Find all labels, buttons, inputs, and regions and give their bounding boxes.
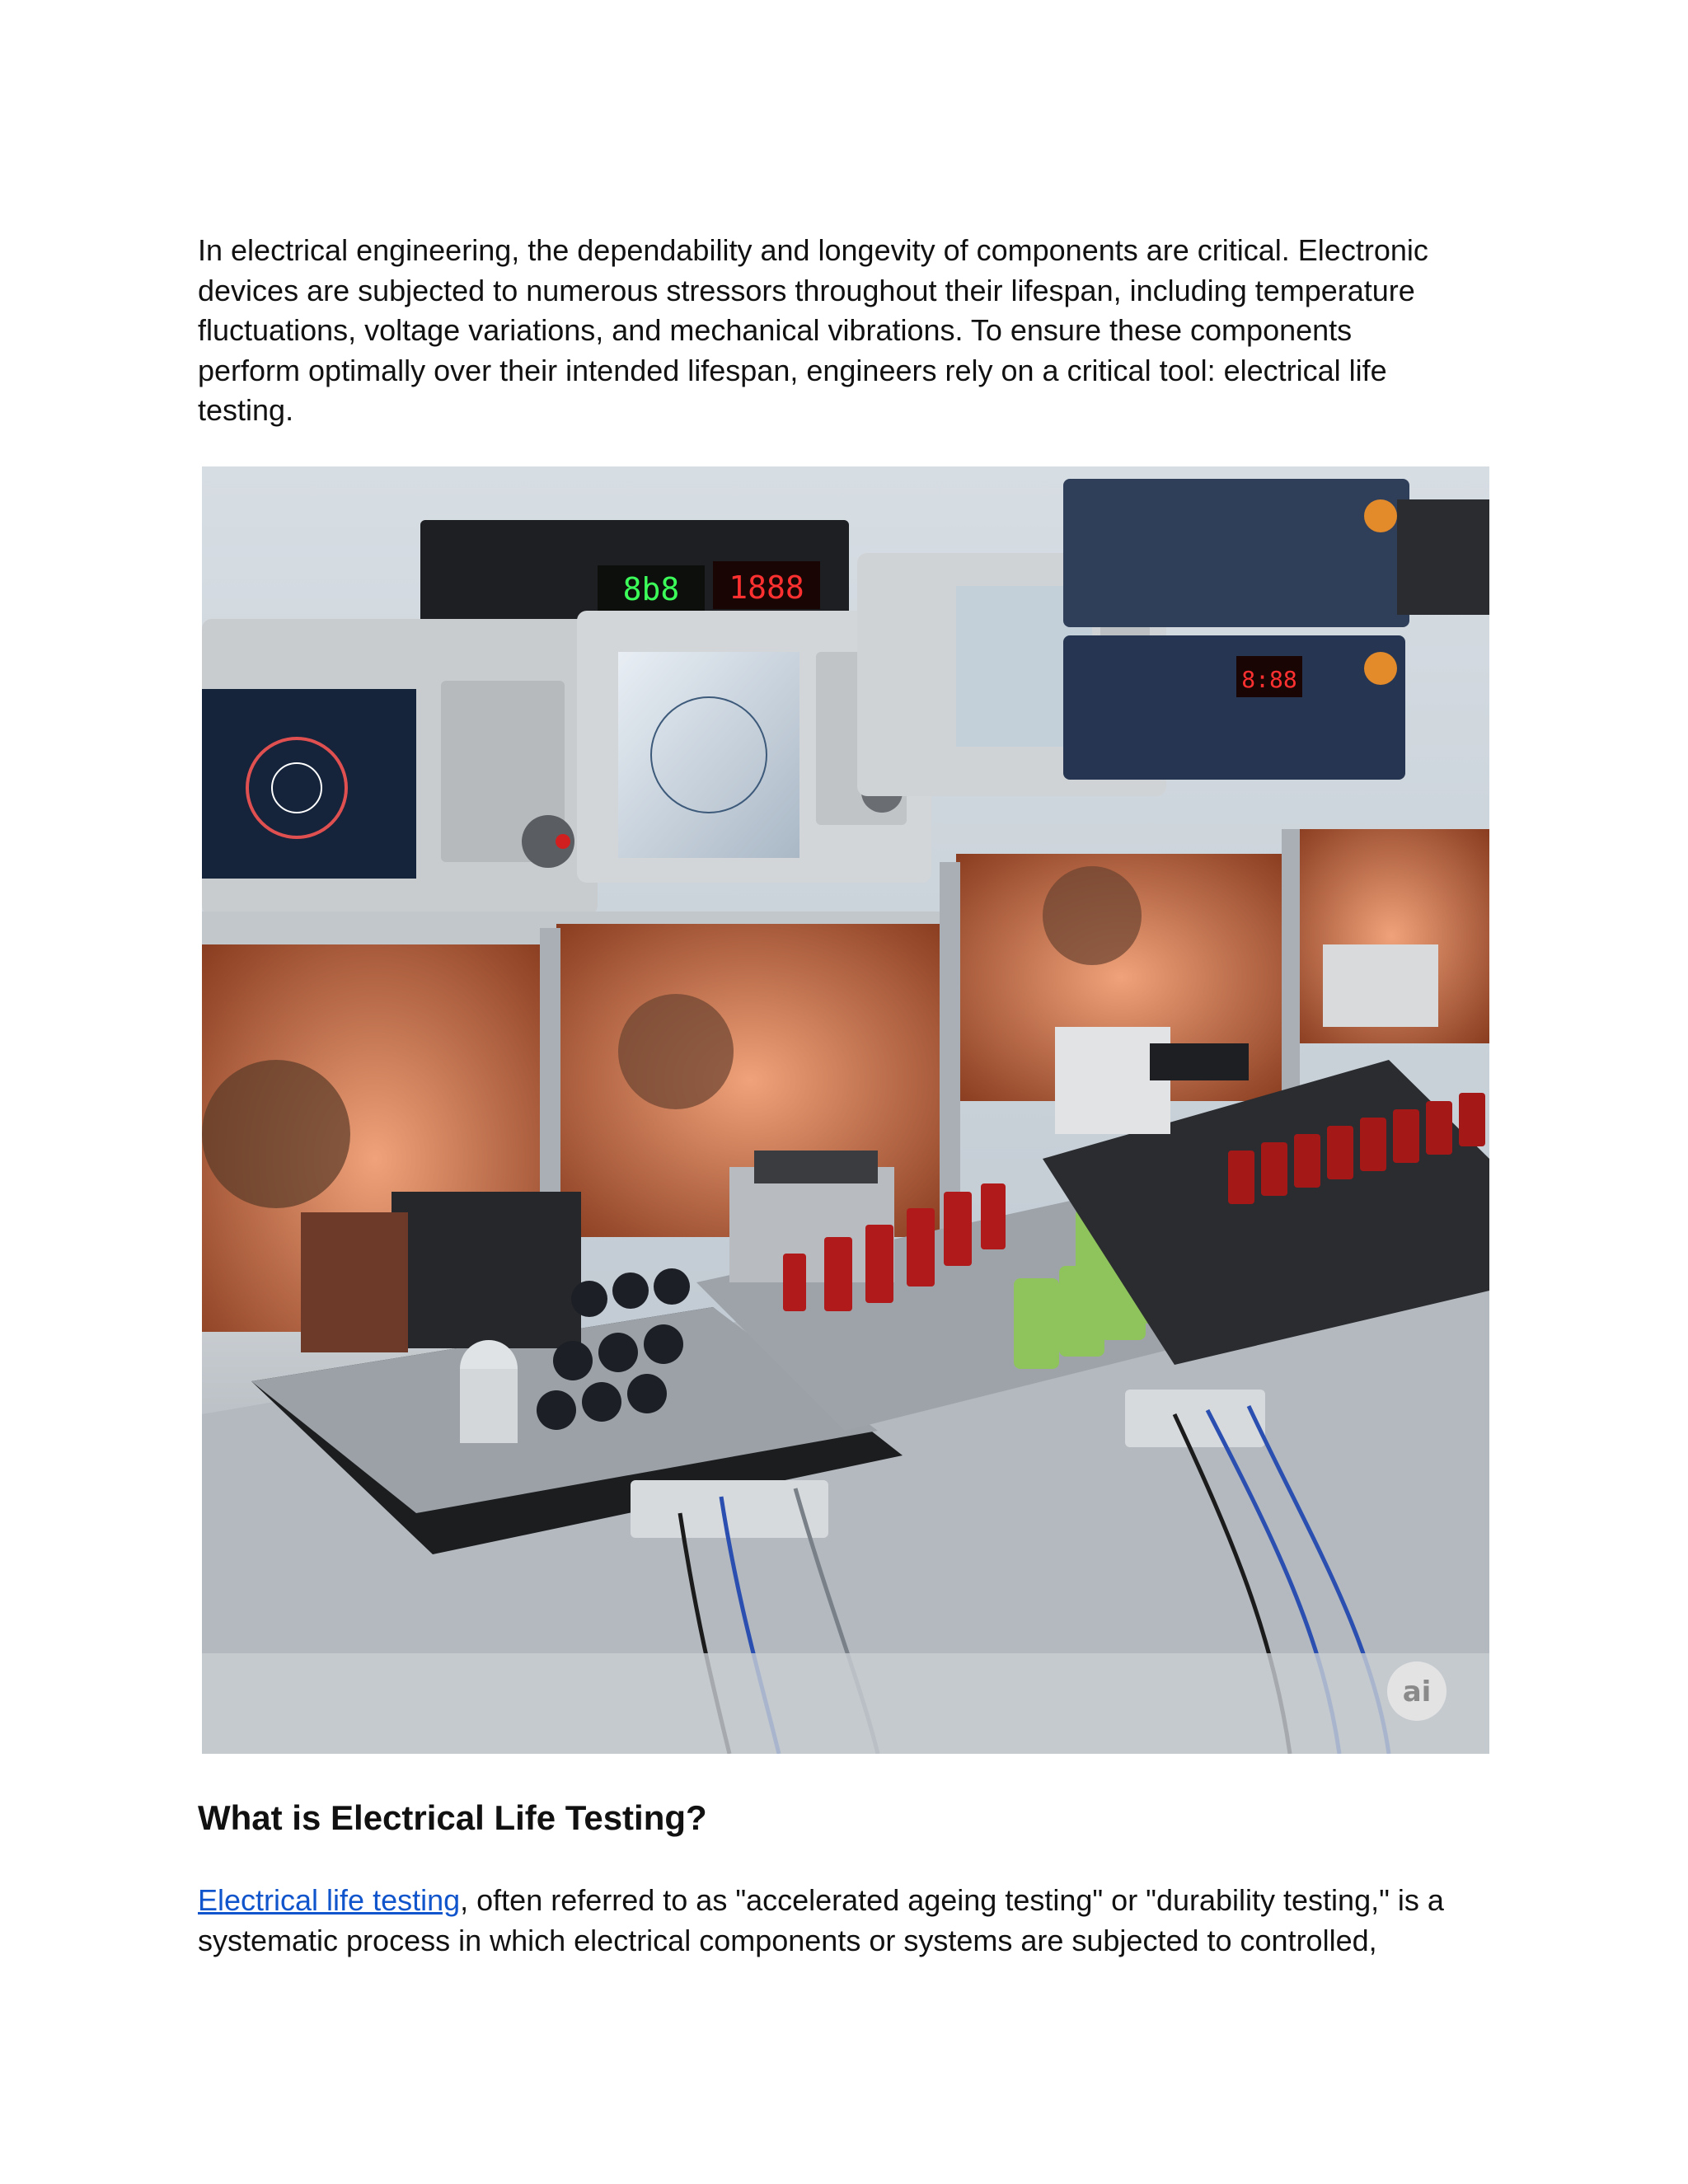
electrical-life-testing-link[interactable]: Electrical life testing bbox=[198, 1883, 461, 1917]
watermark-text: ai bbox=[1402, 1675, 1432, 1708]
section-line-1-text: , often referred to as "accelerated ageing testing" or "durability testing," is a bbox=[460, 1883, 1444, 1917]
section-line-1 bbox=[198, 1881, 1496, 1921]
intro-line-3: fluctuations, voltage variations, and mechanical vibrations. To ensure these components bbox=[198, 313, 1353, 347]
section-line-2: systematic process in which electrical components or systems are subjected to controlled, bbox=[198, 1923, 1377, 1957]
section-paragraph bbox=[198, 1881, 1496, 1961]
readout-left: 8b8 bbox=[622, 571, 680, 607]
intro-paragraph bbox=[198, 231, 1496, 431]
intro-line-5: testing. bbox=[198, 393, 294, 427]
intro-line-1: In electrical engineering, the dependability and longevity of components are critical. Electronic bbox=[198, 233, 1428, 267]
intro-line-2: devices are subjected to numerous stressors throughout their lifespan, including temperature bbox=[198, 273, 1415, 307]
readout-small: 8:88 bbox=[1241, 666, 1297, 693]
intro-line-4: perform optimally over their intended lifespan, engineers rely on a critical tool: electrical life bbox=[198, 353, 1387, 387]
section-heading: What is Electrical Life Testing? bbox=[198, 1798, 707, 1837]
ai-watermark bbox=[1387, 1661, 1447, 1721]
photo-illustration bbox=[202, 466, 1489, 1754]
lab-equipment-photo bbox=[202, 466, 1489, 1754]
readout-right: 1888 bbox=[729, 569, 804, 606]
